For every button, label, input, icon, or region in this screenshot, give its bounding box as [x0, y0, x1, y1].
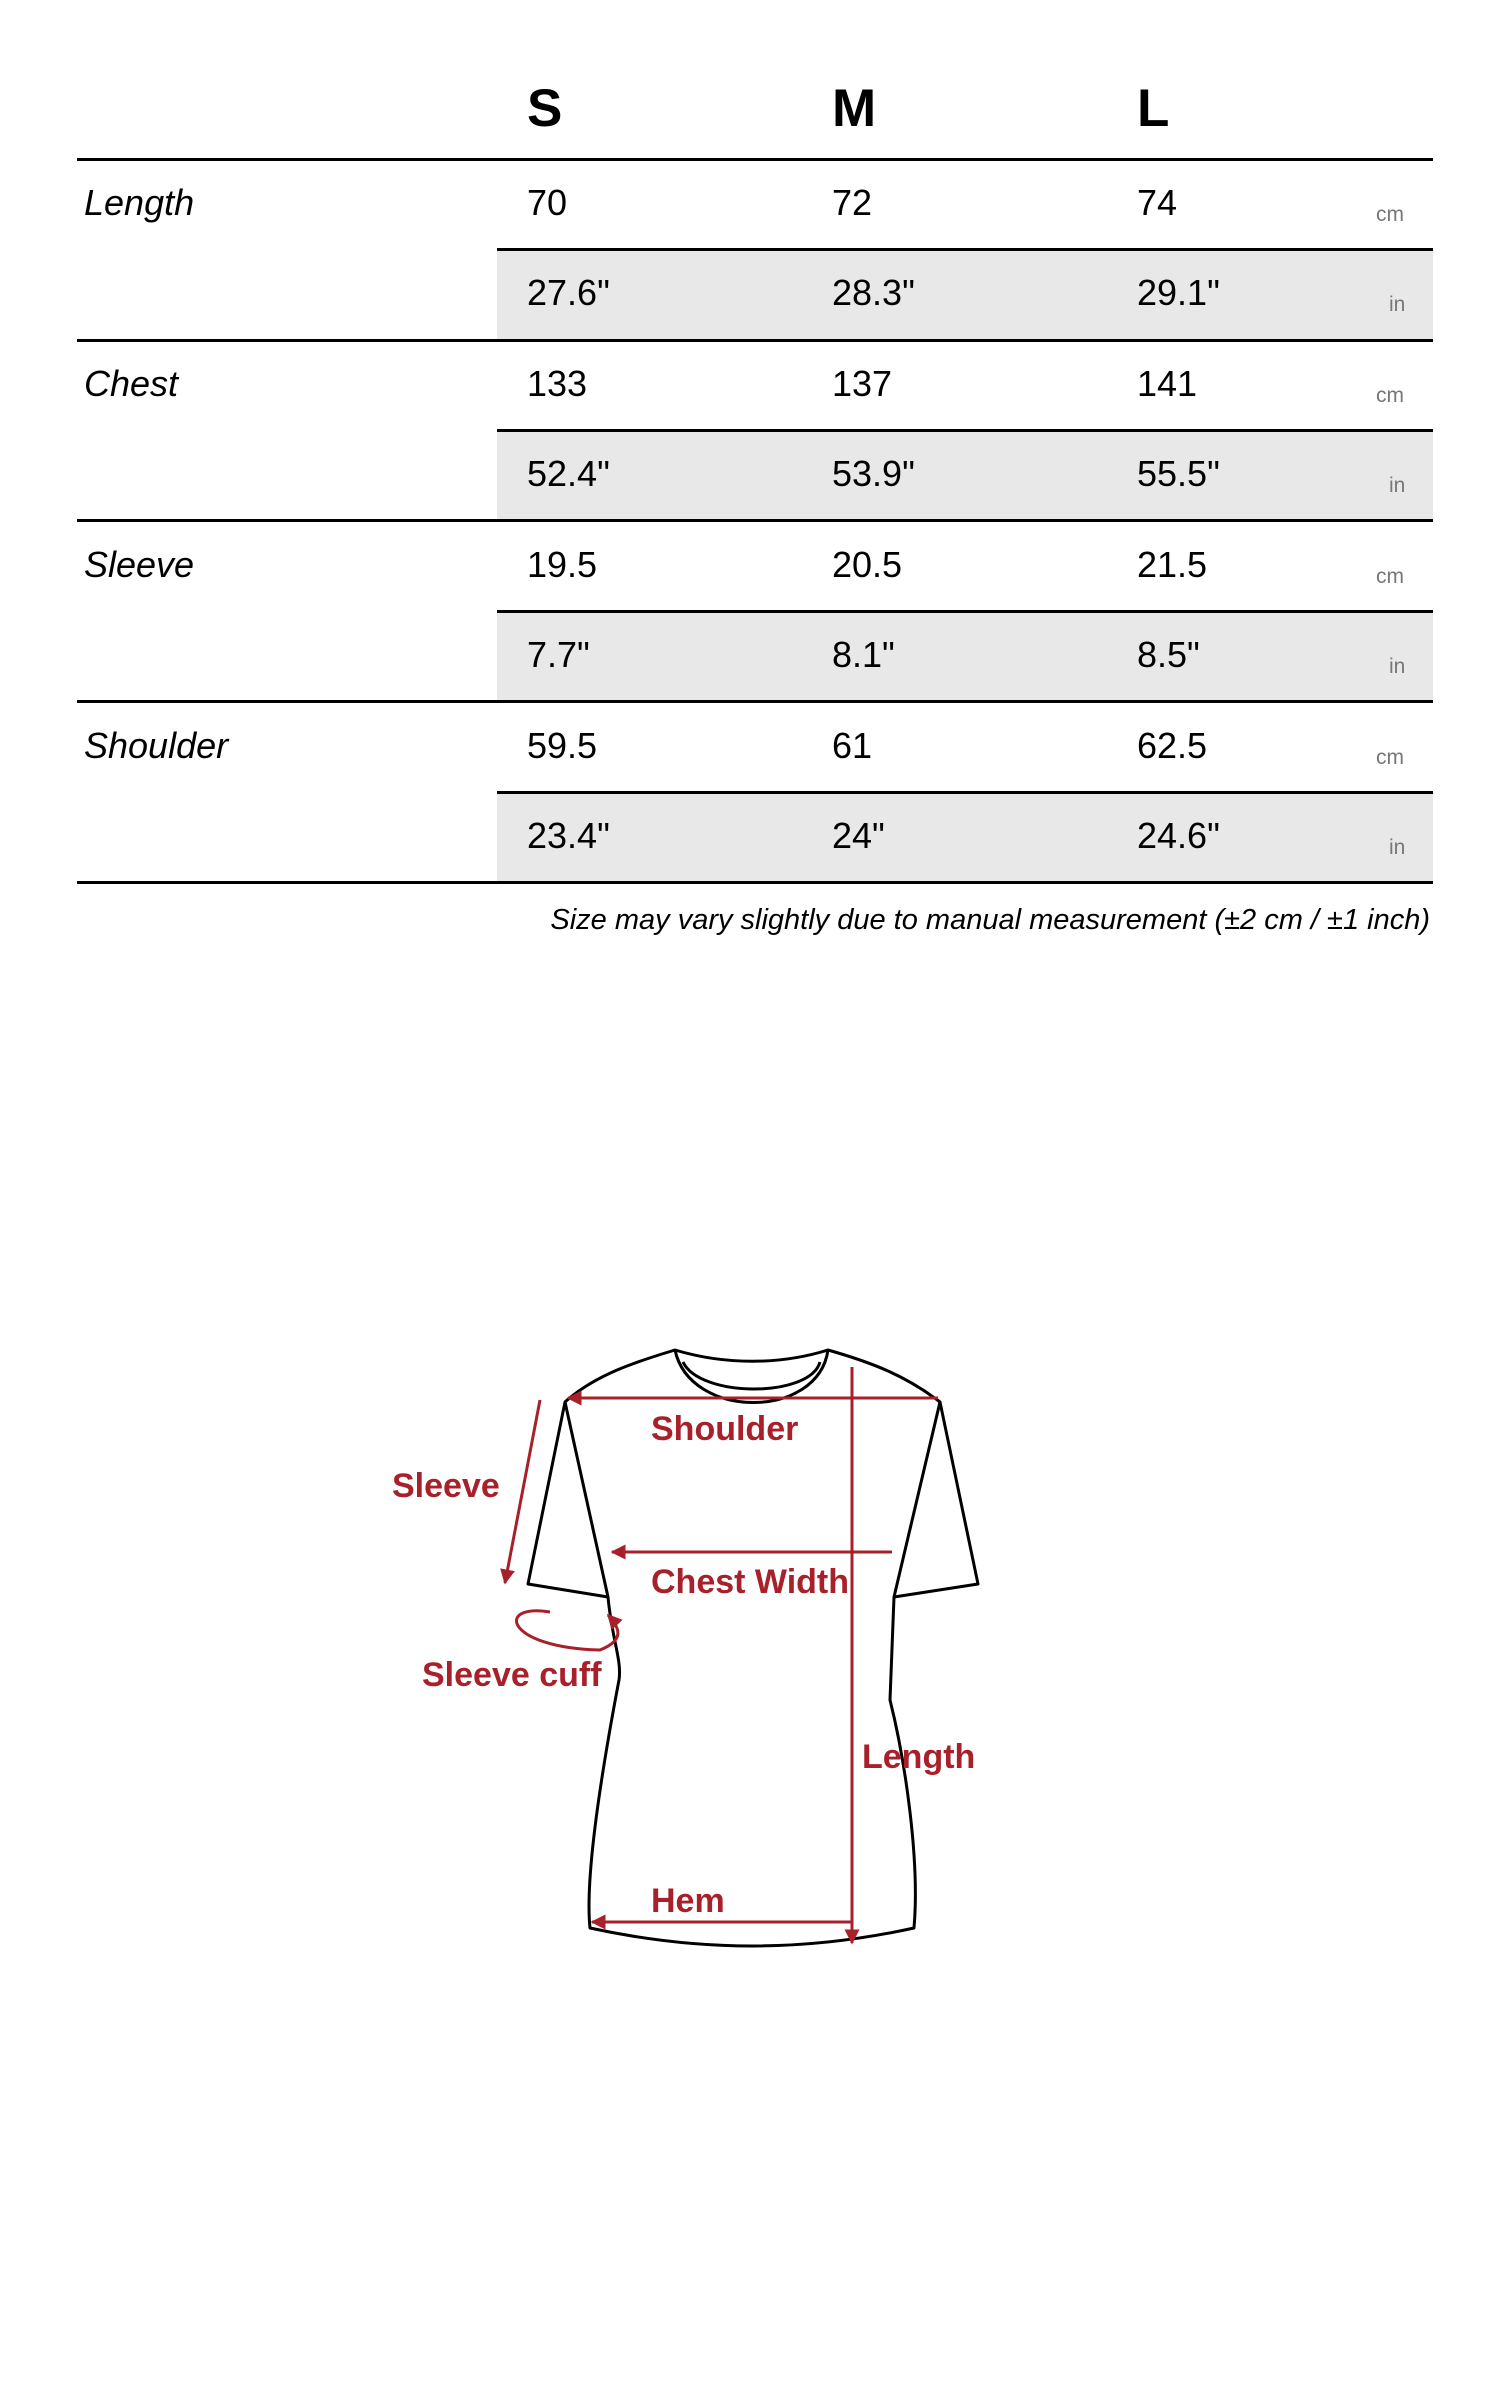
unit-cm: cm — [1376, 746, 1404, 769]
measurement-note: Size may vary slightly due to manual measurement (±2 cm / ±1 inch) — [550, 904, 1430, 936]
length-cm-l: 74 — [1137, 182, 1178, 223]
chest-in-l: 55.5" — [1137, 453, 1220, 494]
chest-in-m: 53.9" — [832, 453, 915, 494]
unit-in: in — [1389, 836, 1406, 859]
length-cm-s: 70 — [527, 182, 568, 223]
sleeve-cm-l: 21.5 — [1137, 544, 1208, 585]
shoulder-cm-s: 59.5 — [527, 725, 598, 766]
chest-cm-m: 137 — [832, 363, 893, 404]
unit-in: in — [1389, 474, 1406, 497]
chest-cm-s: 133 — [527, 363, 588, 404]
sleeve-in-s: 7.7" — [527, 634, 590, 675]
unit-in: in — [1389, 655, 1406, 678]
chest-in-s: 52.4" — [527, 453, 610, 494]
unit-in: in — [1389, 293, 1406, 316]
label-sleeve: Sleeve — [392, 1467, 500, 1505]
size-header-s: S — [527, 79, 563, 138]
shoulder-in-s: 23.4" — [527, 815, 610, 856]
chest-cm-l: 141 — [1137, 363, 1198, 404]
label-sleeve-cuff: Sleeve cuff — [422, 1656, 602, 1694]
label-hem: Hem — [651, 1882, 725, 1920]
row-label-shoulder: Shoulder — [84, 725, 229, 766]
unit-cm: cm — [1376, 384, 1404, 407]
sleeve-cuff-arrow — [516, 1611, 617, 1650]
length-in-l: 29.1" — [1137, 272, 1220, 313]
sleeve-cm-s: 19.5 — [527, 544, 598, 585]
label-shoulder: Shoulder — [651, 1410, 799, 1448]
sleeve-in-l: 8.5" — [1137, 634, 1200, 675]
sleeve-cm-m: 20.5 — [832, 544, 903, 585]
length-cm-m: 72 — [832, 182, 873, 223]
length-in-m: 28.3" — [832, 272, 915, 313]
label-chest-width: Chest Width — [651, 1563, 850, 1601]
length-in-s: 27.6" — [527, 272, 610, 313]
unit-cm: cm — [1376, 565, 1404, 588]
shoulder-cm-l: 62.5 — [1137, 725, 1208, 766]
unit-cm: cm — [1376, 203, 1404, 226]
shoulder-cm-m: 61 — [832, 725, 873, 766]
sleeve-in-m: 8.1" — [832, 634, 895, 675]
label-length: Length — [862, 1738, 976, 1776]
size-header-m: M — [832, 79, 877, 138]
size-header-l: L — [1137, 79, 1170, 138]
row-label-length: Length — [84, 182, 195, 223]
shoulder-in-l: 24.6" — [1137, 815, 1220, 856]
row-label-sleeve: Sleeve — [84, 544, 195, 585]
row-label-chest: Chest — [84, 363, 179, 404]
measurement-arrows — [505, 1367, 938, 1943]
shoulder-in-m: 24" — [832, 815, 885, 856]
